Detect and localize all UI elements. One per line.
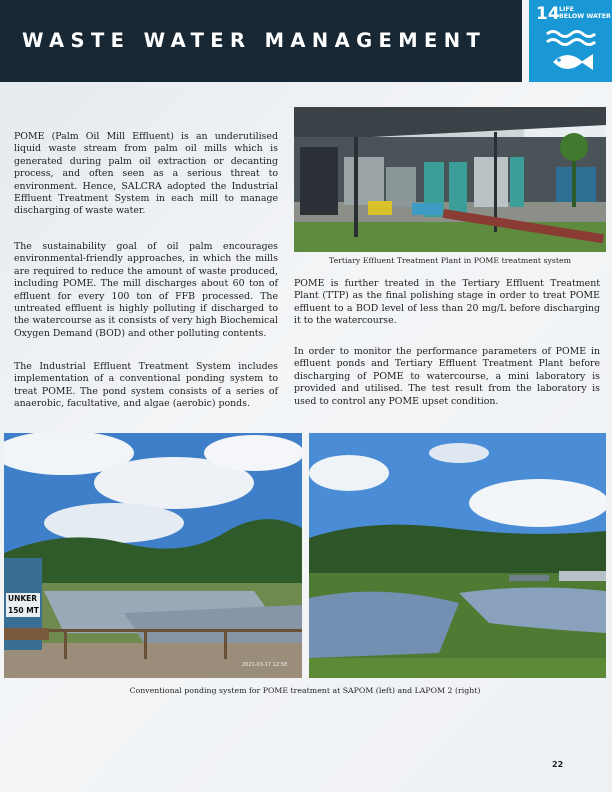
sdg-14-badge bbox=[529, 0, 612, 82]
ponding-paragraph: The Industrial Effluent Treatment System includes implementation of a conventional ponding system to treat POME. The pond system consists of a series of anaerobic, facultative, and algae (aerobic) ponds. bbox=[14, 361, 278, 410]
lapom-pond-photo bbox=[309, 433, 606, 678]
sustainability-paragraph: The sustainability goal of oil palm encourages environmental-friendly approaches, in which the mills are required to reduce the amount of waste produced, including POME. The mill discharges about 60 ton of effluent for every 100 ton of FFB processed. The untreated effluent is highly polluting if discharged to the watercourse as it consists of very high Biochemical Oxygen Demand (BOD) and other polluting contents. bbox=[14, 241, 278, 339]
photo-timestamp: 2021-03-17 12:58 bbox=[242, 662, 288, 668]
intro-paragraph: POME (Palm Oil Mill Effluent) is an underutilised liquid waste stream from palm oil mills which is generated during palm oil extraction or decanting process, and often seen as a serious threat to environment. Hence, SALCRA adopted the Industrial Effluent Treatment System in each mill to manage discharging of waste water. bbox=[14, 131, 278, 217]
laboratory-paragraph: In order to monitor the performance parameters of POME in effluent ponds and Tertiary Effluent Treatment Plant before discharging of POME to watercourse, a mini laboratory is provided and utilised. The test result from the laboratory is used to control any POME upset condition. bbox=[294, 346, 600, 407]
page-title: WASTE WATER MANAGEMENT bbox=[22, 29, 487, 52]
tertiary-plant-photo bbox=[294, 107, 606, 252]
bunker-sign-line1: UNKER bbox=[8, 594, 38, 603]
tertiary-plant-caption: Tertiary Effluent Treatment Plant in POME treatment system bbox=[328, 256, 572, 265]
sdg-label bbox=[559, 6, 611, 20]
sdg-number: 14 bbox=[536, 4, 560, 24]
bunker-sign bbox=[6, 593, 40, 617]
page-number: 22 bbox=[552, 760, 564, 769]
header-band bbox=[0, 0, 522, 82]
sdg-label-line1: LIFE bbox=[559, 6, 574, 13]
ponding-photos-caption: Conventional ponding system for POME treatment at SAPOM (left) and LAPOM 2 (right) bbox=[129, 686, 481, 695]
ttp-paragraph: POME is further treated in the Tertiary Effluent Treatment Plant (TTP) as the final polishing stage in order to treat POME effluent to a BOD level of less than 20 mg/L before discharging it to the watercourse. bbox=[294, 278, 600, 327]
sapom-pond-photo bbox=[4, 433, 302, 678]
bunker-sign-line2: 150 MT bbox=[8, 606, 39, 615]
sdg-label-line2: BELOW WATER bbox=[559, 13, 611, 20]
fish-waves-icon bbox=[541, 28, 601, 78]
